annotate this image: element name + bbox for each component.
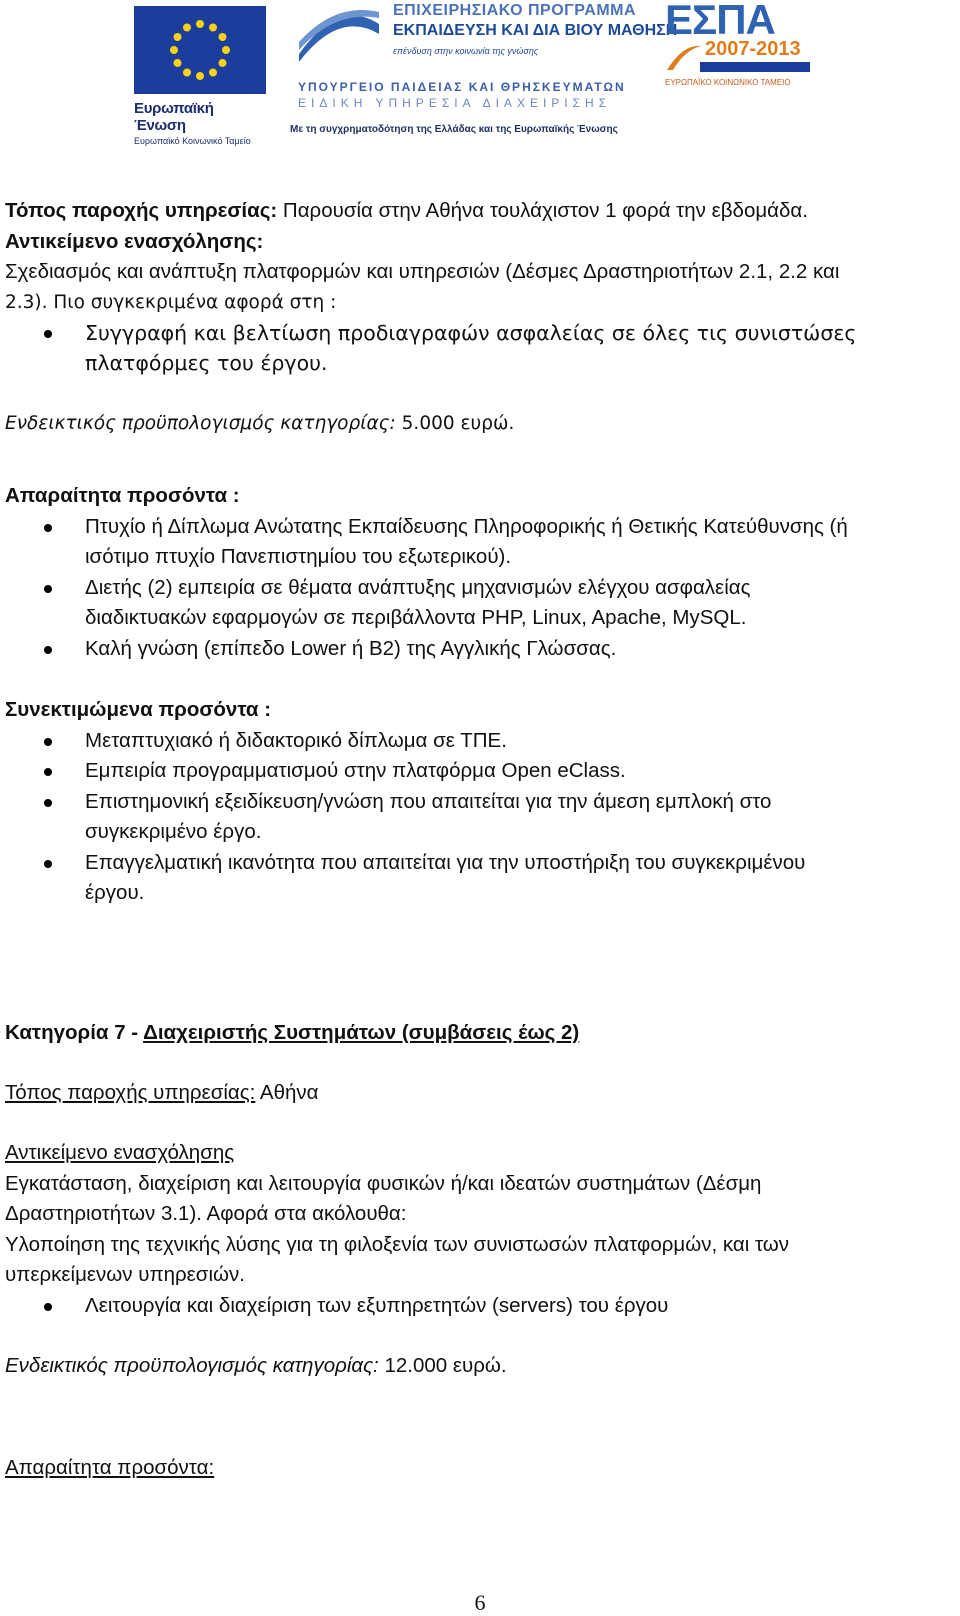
list-item-continuation: διαδικτυακών εφαρμογών σε περιβάλλοντα PHP, Linux, Apache, MySQL. [85, 606, 747, 629]
list-item-continuation: πλατφόρμες του έργου. [85, 351, 328, 375]
bullet-marker [44, 860, 52, 868]
bullet-marker [44, 524, 52, 532]
required-heading: Απαραίτητα προσόντα : [5, 484, 240, 507]
place-line [5, 1078, 319, 1109]
budget-line [5, 409, 514, 440]
programme-line-3: επένδυση στην κοινωνία της γνώσης [393, 46, 539, 56]
eu-logo [134, 6, 266, 146]
budget-line [5, 1351, 507, 1382]
programme-line-2: ΕΚΠΑΙΔΕΥΣΗ ΚΑΙ ΔΙΑ ΒΙΟΥ ΜΑΘΗΣΗ [393, 22, 678, 39]
ministry-line-2: ΕΙΔΙΚΗ ΥΠΗΡΕΣΙΑ ΔΙΑΧΕΙΡΙΣΗΣ [298, 96, 612, 110]
list-item: Εμπειρία προγραμματισμού στην πλατφόρμα Open eClass. [85, 759, 626, 782]
espa-title: ΕΣΠΑ [665, 0, 775, 43]
category-title: Διαχειριστής Συστημάτων (συμβάσεις έως 2) [143, 1021, 580, 1044]
place-value: Παρουσία στην Αθήνα τουλάχιστον 1 φορά την εβδομάδα. [277, 199, 808, 222]
list-item: Επαγγελματική ικανότητα που απαιτείται για την υποστήριξη του συγκεκριμένου [85, 851, 806, 874]
object-text-line-2: Δραστηριοτήτων 3.1). Αφορά στα ακόλουθα: [5, 1202, 407, 1225]
espa-logo [665, 0, 825, 100]
budget-label: Ενδεικτικός προϋπολογισμός κατηγορίας: [5, 413, 396, 434]
budget-value: 12.000 ευρώ. [378, 1354, 507, 1377]
espa-caption: ΕΥΡΩΠΑΪΚΟ ΚΟΙΝΩΝΙΚΟ ΤΑΜΕΙΟ [665, 78, 791, 87]
object-text-line-1: Σχεδιασμός και ανάπτυξη πλατφορμών και υπηρεσιών (Δέσμες Δραστηριοτήτων 2.1, 2.2 και [5, 260, 840, 283]
list-item: Καλή γνώση (επίπεδο Lower ή B2) της Αγγλικής Γλώσσας. [85, 637, 617, 660]
bullet-marker [44, 768, 52, 776]
object-text-line-3: Υλοποίηση της τεχνικής λύσης για τη φιλοξενία των συνιστωσών πλατφορμών, και των [5, 1233, 790, 1256]
desired-heading: Συνεκτιμώμενα προσόντα : [5, 698, 272, 721]
category-prefix: Κατηγορία 7 - [5, 1021, 144, 1044]
eu-subcaption: Ευρωπαϊκό Κοινωνικό Ταμείο [134, 136, 251, 146]
object-text-line-2: 2.3). Πιο συγκεκριμένα αφορά στη : [5, 292, 337, 313]
list-item-continuation: ισότιμο πτυχίο Πανεπιστημίου του εξωτερικού). [85, 545, 512, 568]
list-item: Λειτουργία και διαχείριση των εξυπηρετητών (servers) του έργου [85, 1294, 669, 1317]
cofunding-note: Με τη συγχρηματοδότηση της Ελλάδας και της Ευρωπαϊκής Ένωσης [290, 124, 618, 135]
list-item: Μεταπτυχιακό ή διδακτορικό δίπλωμα σε ΤΠΕ. [85, 729, 507, 752]
programme-mark-icon [295, 4, 383, 68]
object-text-line-4: υπερκείμενων υπηρεσιών. [5, 1263, 245, 1286]
category-heading [5, 1018, 579, 1049]
budget-label: Ενδεικτικός προϋπολογισμός κατηγορίας: [5, 1354, 379, 1377]
logo-header [130, 0, 830, 145]
place-label: Τόπος παροχής υπηρεσίας: [5, 1081, 256, 1104]
bullet-marker [44, 799, 52, 807]
required-heading: Απαραίτητα προσόντα: [5, 1456, 215, 1479]
list-item-continuation: έργου. [85, 881, 145, 904]
espa-years: 2007-2013 [705, 38, 801, 60]
bullet-marker [44, 646, 52, 654]
page-number: 6 [474, 1590, 486, 1615]
programme-logo [290, 0, 678, 140]
eu-caption: Ευρωπαϊκή Ένωση [134, 100, 214, 134]
place-value: Αθήνα [255, 1081, 319, 1104]
espa-band [700, 62, 810, 72]
ministry-line-1: ΥΠΟΥΡΓΕΙΟ ΠΑΙΔΕΙΑΣ ΚΑΙ ΘΡΗΣΚΕΥΜΑΤΩΝ [298, 80, 626, 94]
place-line [5, 196, 808, 227]
list-item-continuation: συγκεκριμένο έργο. [85, 820, 262, 843]
programme-line-1: ΕΠΙΧΕΙΡΗΣΙΑΚΟ ΠΡΟΓΡΑΜΜΑ [393, 2, 637, 19]
bullet-marker [44, 1303, 52, 1311]
list-item: Πτυχίο ή Δίπλωμα Ανώτατης Εκπαίδευσης Πληροφορικής ή Θετικής Κατεύθυνσης (ή [85, 515, 848, 538]
eu-flag-icon [134, 6, 266, 94]
place-label: Τόπος παροχής υπηρεσίας: [5, 199, 278, 222]
object-heading: Αντικείμενο ενασχόλησης [5, 1141, 235, 1164]
list-item: Συγγραφή και βελτίωση προδιαγραφών ασφαλείας σε όλες τις συνιστώσες [85, 321, 857, 345]
object-text-line-1: Εγκατάσταση, διαχείριση και λειτουργία φυσικών ή/και ιδεατών συστημάτων (Δέσμη [5, 1172, 762, 1195]
bullet-marker [44, 585, 52, 593]
object-heading: Αντικείμενο ενασχόλησης: [5, 230, 264, 253]
list-item: Διετής (2) εμπειρία σε θέματα ανάπτυξης μηχανισμών ελέγχου ασφαλείας [85, 576, 751, 599]
bullet-marker [44, 738, 52, 746]
bullet-marker [44, 330, 52, 338]
espa-swoosh-icon [665, 42, 703, 72]
budget-value: 5.000 ευρώ. [395, 413, 515, 434]
list-item: Επιστημονική εξειδίκευση/γνώση που απαιτείται για την άμεση εμπλοκή στο [85, 790, 772, 813]
